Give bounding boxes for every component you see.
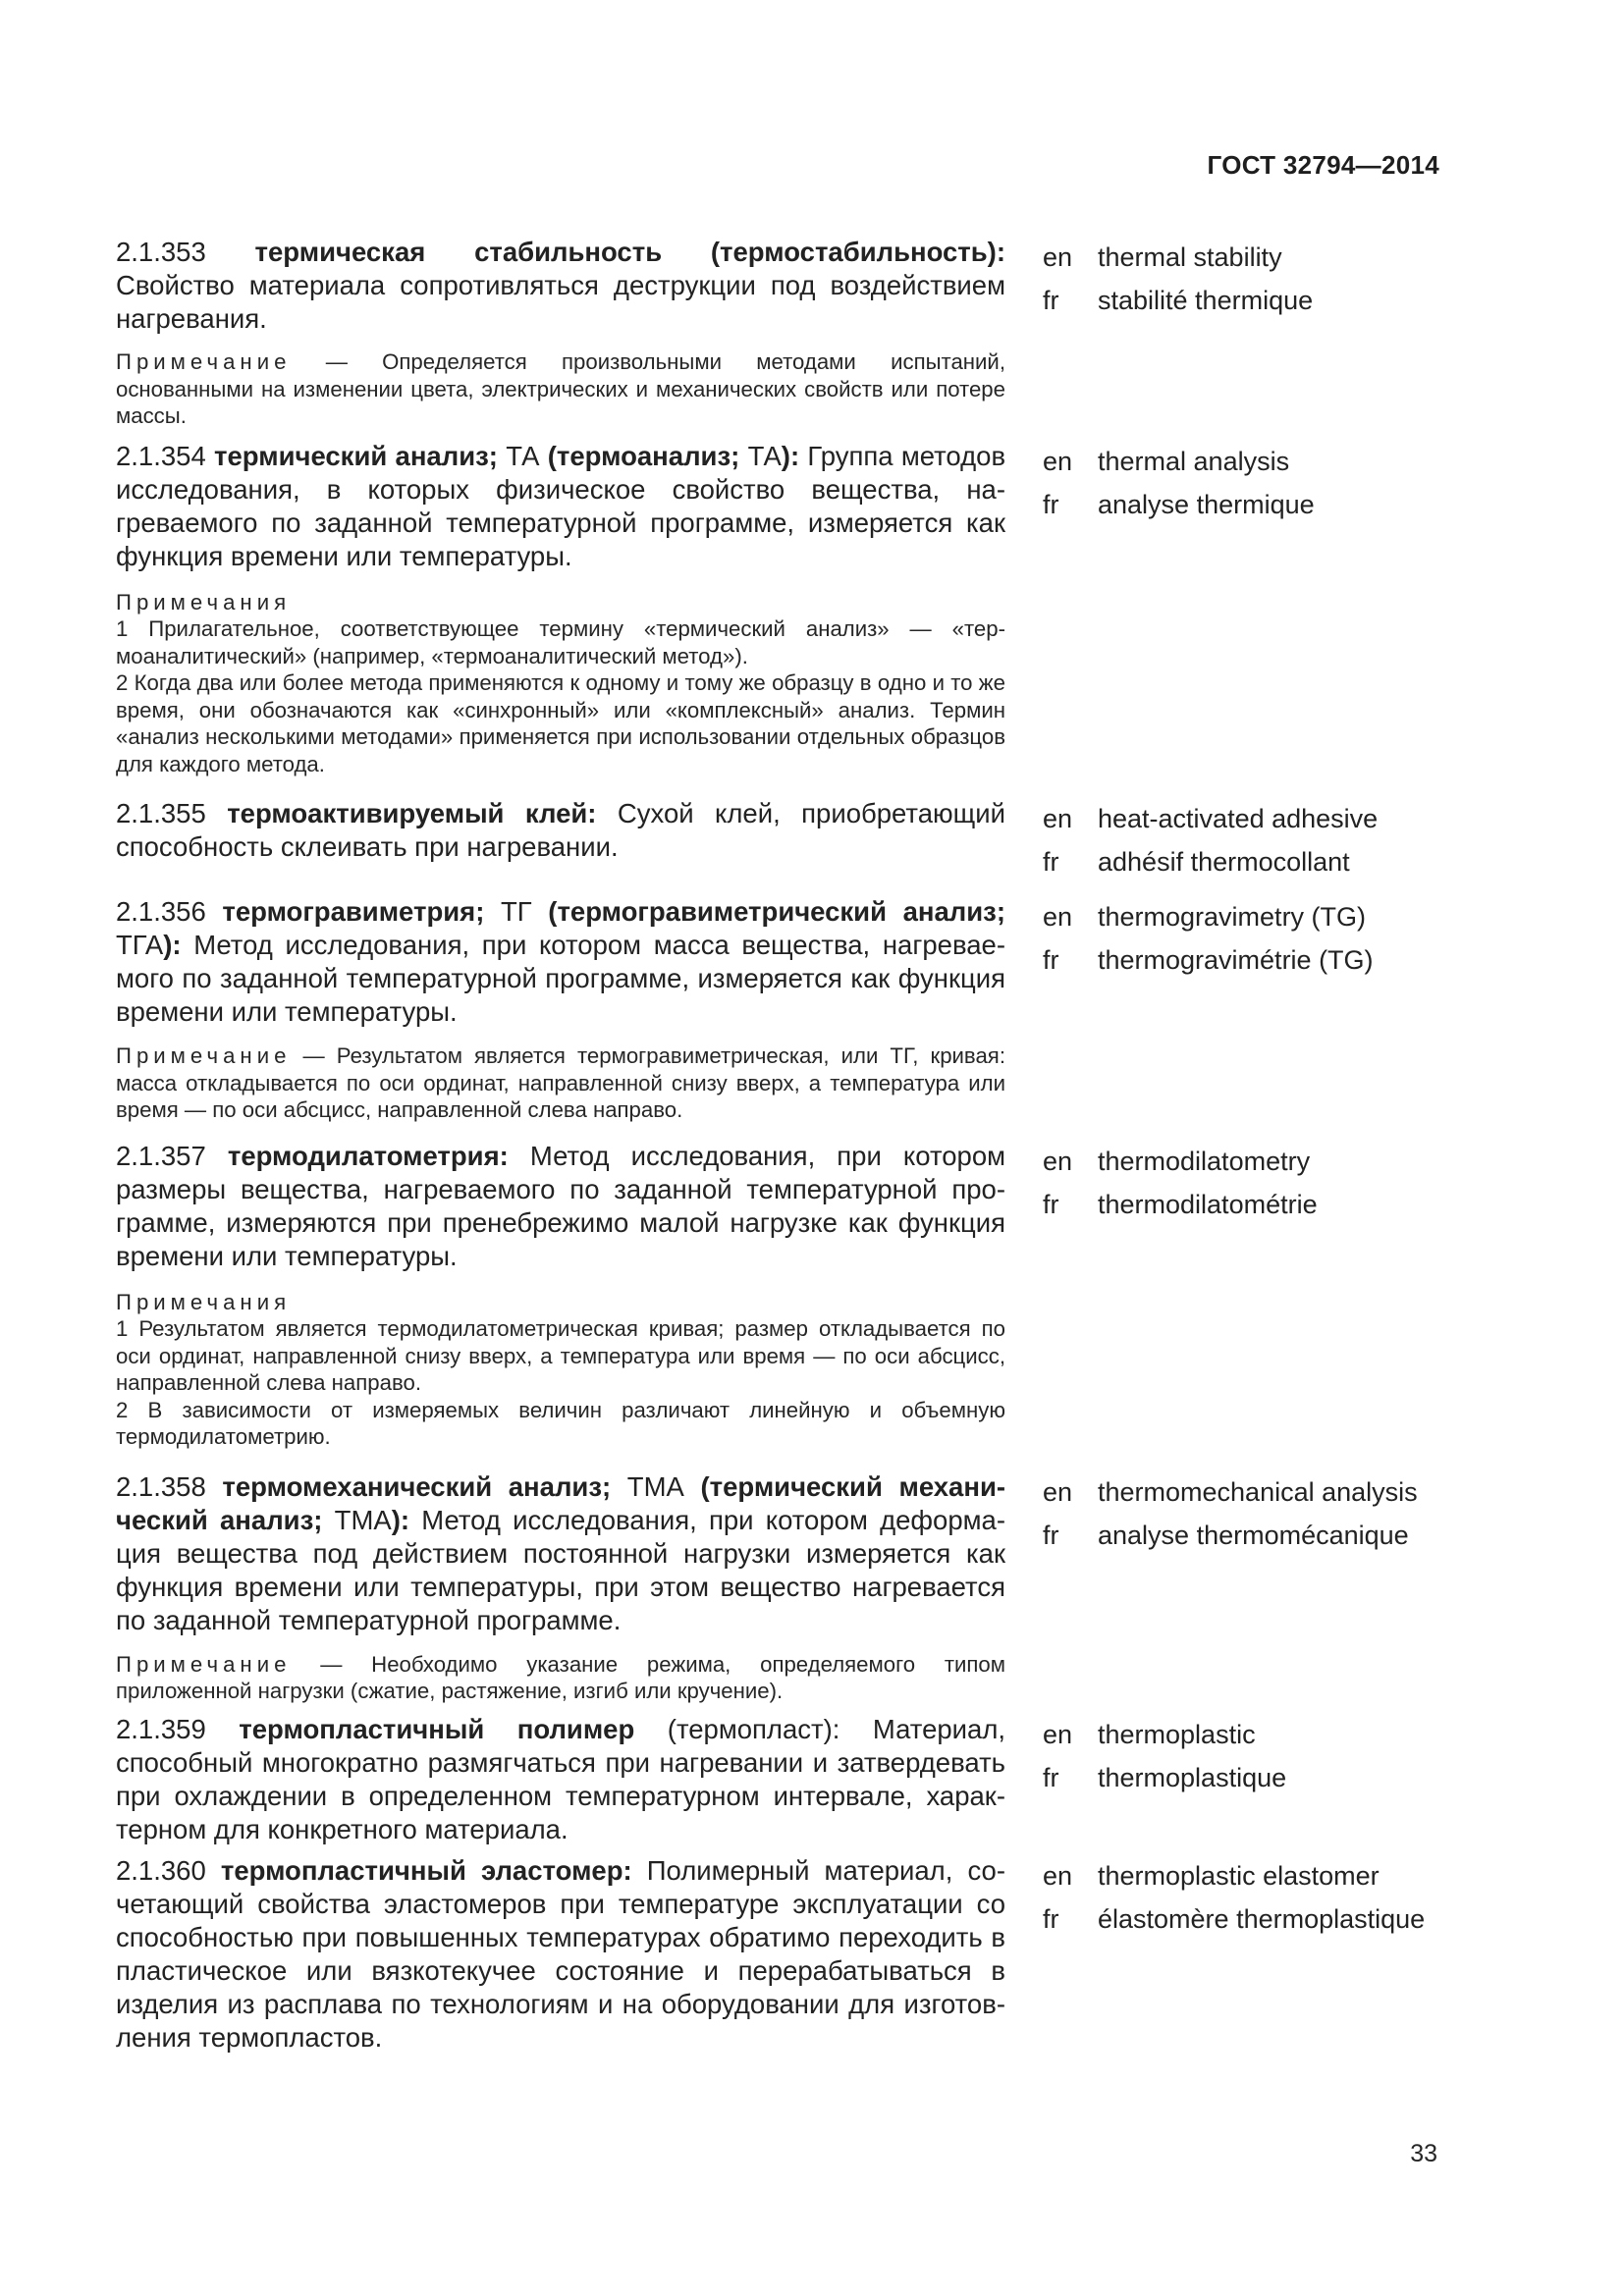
translation-fr	[1043, 1514, 1418, 1557]
term-number: 2.1.358	[116, 1470, 206, 1502]
translation-fr	[1043, 840, 1378, 883]
translation-fr	[1043, 483, 1315, 526]
term-translations	[1043, 440, 1315, 526]
translation-fr	[1043, 1897, 1425, 1941]
term-alt-abbreviation: ТГА	[116, 930, 164, 960]
document-header: ГОСТ 32794—2014	[1207, 150, 1439, 180]
term-definition-text: Метод исследования, при котором деформация вещества под действием постоянной нагрузки измеряется как функция времени или температуры, при этом вещество нагревается по заданной температурной программе.	[116, 1504, 1006, 1635]
note-item: 2 Когда два или более метода применяются к одному и тому же образцу в одно и то же время, они обозначаются как «синхронный» или «комплексный» анализ. Термин «анализ несколькими методами» применяется при использовании отдельных образцов для каждого метода.	[116, 670, 1005, 776]
translation-fr-text: thermodilatométrie	[1098, 1189, 1318, 1219]
translation-en-text: thermal analysis	[1098, 446, 1290, 476]
note-item: 1 Результатом является термодилатометрическая кривая; размер откладывается по оси ординат, направленной снизу вверх, а температура или время — по оси абсцисс, направленной слева направо.	[116, 1316, 1005, 1395]
entry-text	[116, 895, 1005, 1124]
lang-code-fr: fr	[1043, 489, 1059, 519]
translation-fr-text: stabilité thermique	[1098, 286, 1314, 315]
term-name: термопластичный эластомер:	[220, 1854, 632, 1886]
translation-fr-text: analyse thermique	[1098, 489, 1315, 519]
term-entry-2-1-359	[116, 1713, 1441, 1846]
term-translations	[1043, 1854, 1425, 1941]
term-definition-text: Полимерный материал, сочетающий свойства эластомеров при температуре эксплуатации со способностью при повышенных температурах обратимо переходить в пластическое или вязкотекучее состояние и перерабатываться в изделия из расплава по технологиям и на оборудовании для изготовления термопластов.	[116, 1854, 1006, 2053]
translation-fr-text: élastomère thermoplastique	[1098, 1903, 1426, 1934]
term-definition	[116, 1140, 1005, 1273]
lang-code-en: en	[1043, 446, 1073, 476]
term-number: 2.1.354	[116, 440, 206, 471]
translation-en	[1043, 895, 1374, 938]
term-number: 2.1.355	[116, 798, 206, 828]
term-translations	[1043, 1713, 1286, 1799]
note-label: Примечание	[116, 1043, 292, 1068]
term-translations	[1043, 236, 1313, 322]
term-definition-text: Материал, способный многократно размягчаться при нагревании и затвердевать при охлаждении в определенном температурном интервале, характерном для конкретного материала.	[116, 1713, 1006, 1844]
entry-text	[116, 1140, 1005, 1451]
translation-en-text: thermal stability	[1098, 242, 1282, 272]
term-abbreviation: ТА	[506, 440, 540, 471]
translation-en	[1043, 797, 1378, 840]
translation-en	[1043, 1713, 1286, 1756]
lang-code-en: en	[1043, 1146, 1073, 1176]
lang-code-en: en	[1043, 1476, 1073, 1507]
term-abbreviation: ТМА	[626, 1470, 684, 1502]
note-label: Примечание	[116, 349, 292, 374]
lang-code-fr: fr	[1043, 1762, 1059, 1792]
entry-text	[116, 236, 1005, 430]
term-name: термоактивируемый клей:	[227, 798, 597, 828]
term-notes	[116, 589, 1005, 778]
term-alt-name: (термогравиметрический анализ;	[548, 896, 1005, 927]
entry-text	[116, 440, 1005, 778]
lang-code-fr: fr	[1043, 1903, 1059, 1934]
translation-en	[1043, 1854, 1425, 1897]
entry-text	[116, 797, 1005, 864]
term-name: термогравиметрия;	[222, 896, 485, 927]
term-translations	[1043, 1140, 1318, 1226]
term-notes	[116, 1289, 1005, 1451]
translation-en-text: thermoplastic elastomer	[1098, 1860, 1380, 1891]
translation-en	[1043, 440, 1315, 483]
term-name: термический анализ;	[214, 440, 498, 471]
note-text: — Результатом является термогравиметрическая, или ТГ, кривая: масса откладывается по оси ординат, направленной снизу вверх, а температура или время — по оси абсцисс, направленной слева направо.	[116, 1043, 1005, 1122]
translation-fr-text: thermogravimétrie (TG)	[1098, 945, 1374, 975]
term-definition-text: Сухой клей, приобретающий способность склеивать при нагревании.	[116, 798, 1005, 862]
term-definition	[116, 440, 1005, 573]
term-number: 2.1.360	[116, 1854, 206, 1886]
term-definition-text: Группа методов исследования, в которых физическое свойство вещества, нагреваемого по заданной температурной программе, измеряется как функция времени или температуры.	[116, 440, 1006, 571]
term-translations	[1043, 797, 1378, 883]
term-name: термомеханический анализ;	[222, 1470, 612, 1502]
translation-fr	[1043, 1183, 1318, 1226]
term-note	[116, 1042, 1005, 1124]
lang-code-en: en	[1043, 902, 1073, 932]
term-alt-close: ):	[781, 440, 800, 471]
entry-text	[116, 1854, 1005, 2055]
term-definition	[116, 1470, 1005, 1637]
term-entry-2-1-354	[116, 440, 1441, 778]
term-number: 2.1.353	[116, 237, 206, 267]
term-translations	[1043, 1470, 1418, 1557]
entry-text	[116, 1713, 1005, 1846]
translation-en-text: thermogravimetry (TG)	[1098, 902, 1367, 932]
term-entry-2-1-358	[116, 1470, 1441, 1705]
term-name: термодилатометрия:	[227, 1140, 509, 1171]
translation-en-text: thermomechanical analysis	[1098, 1476, 1418, 1507]
lang-code-fr: fr	[1043, 1520, 1059, 1550]
term-alt-abbreviation: ТМА	[334, 1504, 392, 1535]
note-label: Примечание	[116, 1651, 292, 1677]
term-entry-2-1-360	[116, 1854, 1441, 2055]
term-definition-text: Свойство материала сопротивляться деструкции под воздействием нагревания.	[116, 270, 1005, 334]
term-translations	[1043, 895, 1374, 982]
translation-fr	[1043, 938, 1374, 982]
translation-en	[1043, 236, 1313, 279]
term-note	[116, 348, 1005, 430]
term-definition	[116, 236, 1005, 336]
term-entry-2-1-355	[116, 797, 1441, 883]
term-abbreviation: ТГ	[500, 896, 532, 927]
term-definition	[116, 1713, 1005, 1846]
term-number: 2.1.356	[116, 896, 206, 927]
term-name: термическая стабильность (термостабильность):	[254, 237, 1005, 267]
term-number: 2.1.359	[116, 1713, 206, 1744]
term-definition-text: Метод исследования, при котором размеры вещества, нагреваемого по заданной температурной программе, измеряются при пренебрежимо малой нагрузке как функция времени или температуры.	[116, 1140, 1006, 1271]
term-name: термопластичный полимер	[239, 1713, 635, 1744]
lang-code-fr: fr	[1043, 945, 1059, 975]
translation-fr-text: analyse thermomécanique	[1098, 1520, 1409, 1550]
term-entry-2-1-356	[116, 895, 1441, 1124]
translation-fr	[1043, 1756, 1286, 1799]
translation-en	[1043, 1140, 1318, 1183]
lang-code-en: en	[1043, 1860, 1073, 1891]
note-label: Примечания	[116, 589, 292, 614]
terms-list	[116, 236, 1441, 2055]
note-item: 1 Прилагательное, соответствующее термину «термический анализ» — «термоаналитический» (например, «термоаналитический метод»).	[116, 616, 1005, 668]
lang-code-fr: fr	[1043, 286, 1059, 315]
term-entry-2-1-357	[116, 1140, 1441, 1451]
page-number: 33	[1410, 2140, 1437, 2167]
term-alt-abbreviation: ТА	[747, 440, 782, 471]
note-text: — Определяется произвольными методами испытаний, основанными на изменении цвета, электрических и механических свойств или потере массы.	[116, 349, 1005, 428]
translation-en	[1043, 1470, 1418, 1514]
note-item: 2 В зависимости от измеряемых величин различают линейную и объемную термодилатометрию.	[116, 1397, 1005, 1449]
term-definition-text: Метод исследования, при котором масса вещества, нагреваемого по заданной температурной программе, измеряется как функция времени или температуры.	[116, 930, 1006, 1027]
translation-fr-text: thermoplastique	[1098, 1762, 1287, 1792]
term-number: 2.1.357	[116, 1140, 206, 1171]
lang-code-en: en	[1043, 242, 1073, 272]
term-definition	[116, 895, 1005, 1029]
translation-en-text: heat-activated adhesive	[1098, 804, 1379, 833]
lang-code-fr: fr	[1043, 1189, 1059, 1219]
term-definition	[116, 1854, 1005, 2055]
term-alt-name: (термический механический анализ;	[116, 1470, 1006, 1535]
translation-en-text: thermodilatometry	[1098, 1146, 1311, 1176]
term-alt-name: (термоанализ;	[547, 440, 740, 471]
note-text: — Необходимо указание режима, определяемого типом приложенной нагрузки (сжатие, растяжение, изгиб или кручение).	[116, 1651, 1005, 1703]
note-label: Примечания	[116, 1289, 292, 1314]
lang-code-en: en	[1043, 1719, 1073, 1749]
translation-fr	[1043, 279, 1313, 322]
term-definition	[116, 797, 1005, 864]
translation-en-text: thermoplastic	[1098, 1719, 1256, 1749]
term-abbreviation: (термопласт):	[667, 1713, 840, 1744]
entry-text	[116, 1470, 1005, 1705]
term-alt-close: ):	[391, 1504, 410, 1535]
term-entry-2-1-353	[116, 236, 1441, 430]
term-note	[116, 1651, 1005, 1705]
lang-code-en: en	[1043, 804, 1073, 833]
lang-code-fr: fr	[1043, 847, 1059, 877]
term-alt-close: ):	[163, 930, 182, 960]
translation-fr-text: adhésif thermocollant	[1098, 847, 1350, 877]
